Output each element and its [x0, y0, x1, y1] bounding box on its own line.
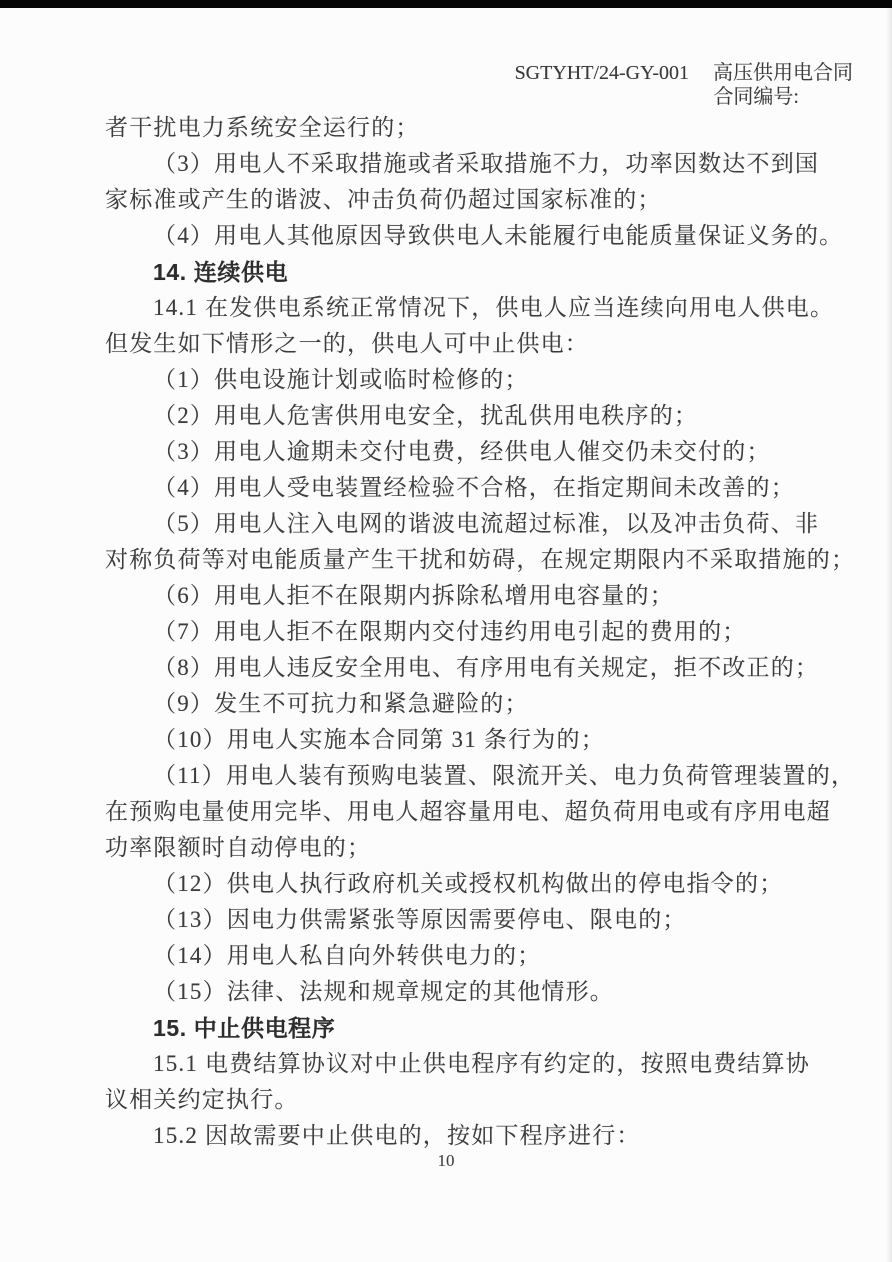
section-heading: 14. 连续供电	[153, 259, 289, 285]
contract-number-line	[515, 85, 799, 109]
text-line: （5）用电人注入电网的谐波电流超过标准，以及冲击负荷、非	[153, 511, 820, 536]
scan-edge-shadow	[886, 8, 892, 1262]
text-line: （3）用电人不采取措施或者采取措施不力，功率因数达不到国	[153, 151, 820, 176]
text-line: （12）供电人执行政府机关或授权机构做出的停电指令的；	[153, 871, 784, 896]
text-line: 但发生如下情形之一的，供电人可中止供电：	[105, 331, 589, 356]
text-line: 议相关约定执行。	[105, 1087, 299, 1112]
contract-number-label: 合同编号:	[713, 86, 799, 108]
document-code: SGTYHT/24-GY-001	[514, 62, 689, 84]
page-footer	[0, 1151, 892, 1171]
header-title-line	[515, 61, 853, 85]
section-heading: 15. 中止供电程序	[153, 1015, 336, 1041]
document-title: 高压供用电合同	[713, 62, 853, 84]
document-body	[105, 110, 856, 1154]
text-line: 对称负荷等对电能质量产生干扰和妨碍，在规定期限内不采取措施的；	[105, 547, 856, 572]
text-line: （9）发生不可抗力和紧急避险的；	[153, 691, 529, 716]
text-line: （7）用电人拒不在限期内交付违约用电引起的费用的；	[153, 619, 747, 644]
text-line: 15.1 电费结算协议对中止供电程序有约定的，按照电费结算协	[153, 1051, 810, 1076]
text-line: 家标准或产生的谐波、冲击负荷仍超过国家标准的；	[105, 187, 662, 212]
text-line: 功率限额时自动停电的；	[105, 835, 372, 860]
scan-edge-bar	[0, 0, 892, 8]
text-line: （4）用电人受电装置经检验不合格，在指定期间未改善的；	[153, 475, 795, 500]
text-line: （1）供电设施计划或临时检修的；	[153, 367, 529, 392]
page-header	[515, 61, 853, 109]
text-line: （13）因电力供需紧张等原因需要停电、限电的；	[153, 907, 687, 932]
text-line: 15.2 因故需要中止供电的，按如下程序进行：	[153, 1123, 641, 1148]
text-line: （14）用电人私自向外转供电力的；	[153, 943, 542, 968]
text-line: （6）用电人拒不在限期内拆除私增用电容量的；	[153, 583, 674, 608]
page-number: 10	[437, 1151, 455, 1170]
text-line: 者干扰电力系统安全运行的；	[105, 115, 420, 140]
text-line: 在预购电量使用完毕、用电人超容量用电、超负荷用电或有序用电超	[105, 799, 831, 824]
text-line: （10）用电人实施本合同第 31 条行为的；	[153, 727, 605, 752]
text-line: （2）用电人危害供用电安全，扰乱供用电秩序的；	[153, 403, 699, 428]
text-line: （11）用电人装有预购电装置、限流开关、电力负荷管理装置的，	[153, 763, 856, 788]
text-line: （8）用电人违反安全用电、有序用电有关规定，拒不改正的；	[153, 655, 820, 680]
text-line: （3）用电人逾期未交付电费，经供电人催交仍未交付的；	[153, 439, 771, 464]
text-line: 14.1 在发供电系统正常情况下，供电人应当连续向用电人供电。	[153, 295, 835, 320]
text-line: （4）用电人其他原因导致供电人未能履行电能质量保证义务的。	[153, 223, 844, 248]
text-line: （15）法律、法规和规章规定的其他情形。	[153, 979, 614, 1004]
